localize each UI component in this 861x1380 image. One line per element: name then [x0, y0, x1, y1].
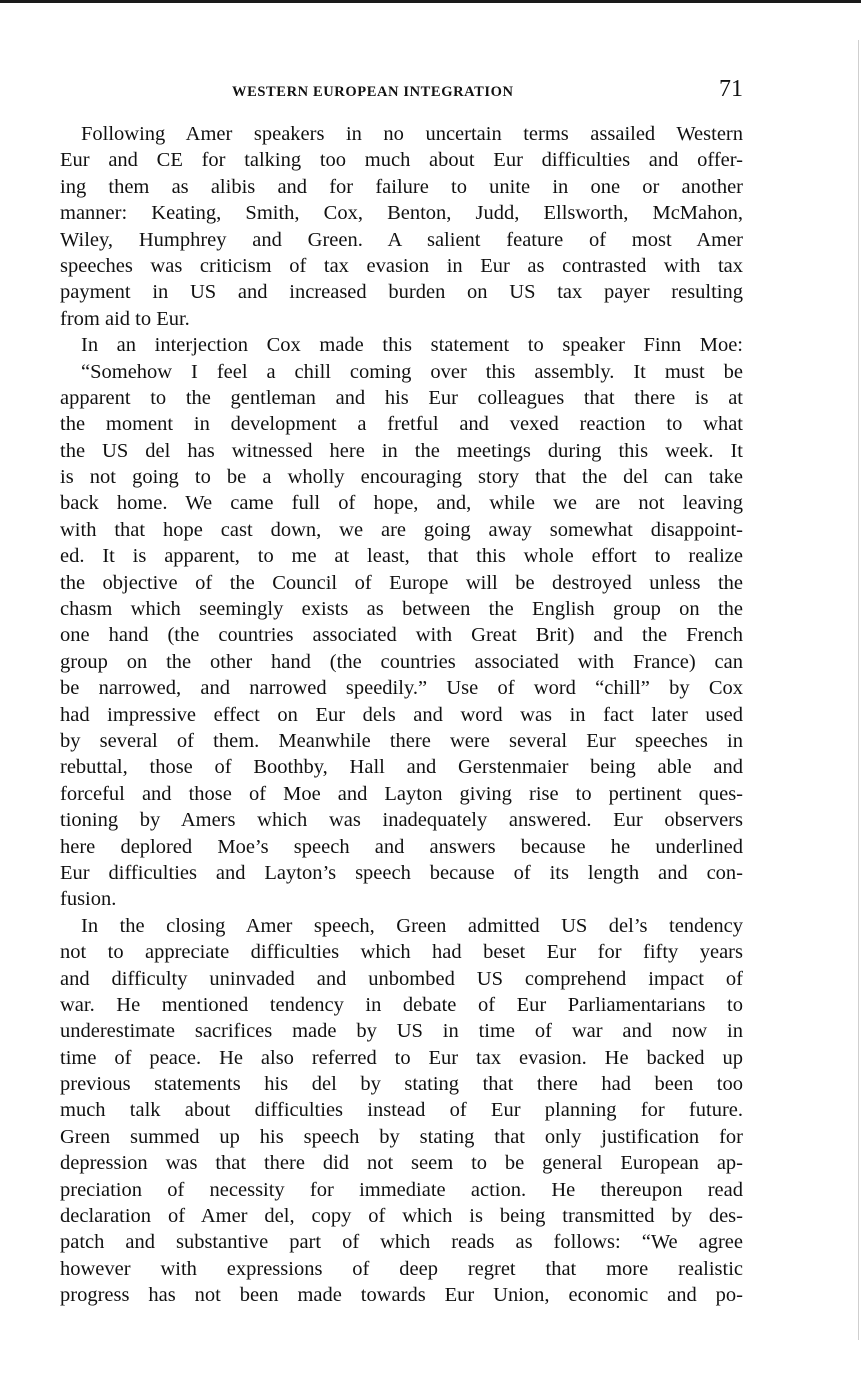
- text-line: speeches was criticism of tax evasion in Eur as contrasted with tax: [60, 254, 743, 277]
- text-line: ing them as alibis and for failure to unite in one or another: [60, 175, 743, 198]
- text-line: is not going to be a wholly encouraging story that the del can take: [60, 466, 743, 489]
- text-line: fusion.: [60, 888, 117, 911]
- text-line: tioning by Amers which was inadequately answered. Eur observers: [60, 809, 743, 832]
- text-line: preciation of necessity for immediate action. He thereupon read: [60, 1178, 743, 1201]
- text-line: the US del has witnessed here in the meetings during this week. It: [60, 439, 743, 462]
- text-line: by several of them. Meanwhile there were several Eur speeches in: [60, 729, 743, 752]
- text-line: In an interjection Cox made this statement to speaker Finn Moe:: [81, 334, 743, 357]
- text-line: declaration of Amer del, copy of which is being transmitted by des-: [60, 1205, 743, 1228]
- paragraph: [60, 332, 743, 913]
- text-line: ed. It is apparent, to me at least, that this whole effort to realize: [60, 545, 743, 568]
- paragraph: [60, 121, 743, 332]
- text-line: much talk about difficulties instead of Eur planning for future.: [60, 1099, 743, 1122]
- text-line: the objective of the Council of Europe will be destroyed unless the: [60, 571, 743, 594]
- text-line: apparent to the gentleman and his Eur colleagues that there is at: [60, 386, 743, 409]
- text-line: war. He mentioned tendency in debate of Eur Parliamentarians to: [60, 993, 743, 1016]
- text-line: one hand (the countries associated with Great Brit) and the French: [60, 624, 743, 647]
- text-line: Eur difficulties and Layton’s speech because of its length and con-: [60, 861, 743, 884]
- text-line: patch and substantive part of which reads as follows: “We agree: [60, 1231, 743, 1254]
- text-line: here deplored Moe’s speech and answers because he underlined: [60, 835, 743, 858]
- page-number: 71: [719, 76, 743, 102]
- text-line: back home. We came full of hope, and, while we are not leaving: [60, 492, 743, 515]
- text-line: group on the other hand (the countries associated with France) can: [60, 650, 743, 673]
- text-line: Following Amer speakers in no uncertain terms assailed Western: [81, 123, 743, 145]
- paragraph: [60, 913, 743, 1309]
- text-line: not to appreciate difficulties which had beset Eur for fifty years: [60, 941, 743, 964]
- running-head: [60, 76, 743, 108]
- text-line: previous statements his del by stating that there had been too: [60, 1073, 743, 1096]
- text-line: from aid to Eur.: [60, 307, 190, 330]
- text-line: underestimate sacrifices made by US in time of war and now in: [60, 1020, 743, 1043]
- text-line: time of peace. He also referred to Eur tax evasion. He backed up: [60, 1046, 743, 1069]
- text-line: chasm which seemingly exists as between the English group on the: [60, 598, 743, 621]
- running-title: WESTERN EUROPEAN INTEGRATION: [232, 84, 514, 100]
- text-line: Wiley, Humphrey and Green. A salient feature of most Amer: [60, 228, 743, 251]
- text-line: In the closing Amer speech, Green admitted US del’s tendency: [81, 914, 743, 937]
- text-line: however with expressions of deep regret that more realistic: [60, 1257, 743, 1280]
- text-line: manner: Keating, Smith, Cox, Benton, Judd, Ellsworth, McMahon,: [60, 202, 743, 225]
- top-border-rule: [0, 0, 861, 3]
- text-line: Green summed up his speech by stating that only justification for: [60, 1125, 743, 1148]
- text-line: the moment in development a fretful and vexed reaction to what: [60, 413, 743, 436]
- text-line: payment in US and increased burden on US tax payer resulting: [60, 281, 743, 304]
- text-line: had impressive effect on Eur dels and word was in fact later used: [60, 703, 743, 726]
- text-line: Eur and CE for talking too much about Eur difficulties and offer-: [60, 149, 743, 172]
- page-edge-line: [858, 40, 859, 1340]
- text-line: “Somehow I feel a chill coming over this assembly. It must be: [81, 360, 743, 383]
- text-line: be narrowed, and narrowed speedily.” Use of word “chill” by Cox: [60, 677, 743, 700]
- text-line: with that hope cast down, we are going away somewhat disappoint-: [60, 518, 743, 541]
- text-line: and difficulty uninvaded and unbombed US comprehend impact of: [60, 967, 743, 990]
- text-line: forceful and those of Moe and Layton giving rise to pertinent ques-: [60, 782, 743, 805]
- body-text: [60, 121, 743, 1309]
- text-line: depression was that there did not seem to be general European ap-: [60, 1152, 743, 1175]
- text-line: rebuttal, those of Boothby, Hall and Gerstenmaier being able and: [60, 756, 743, 779]
- text-line: progress has not been made towards Eur Union, economic and po-: [60, 1284, 743, 1307]
